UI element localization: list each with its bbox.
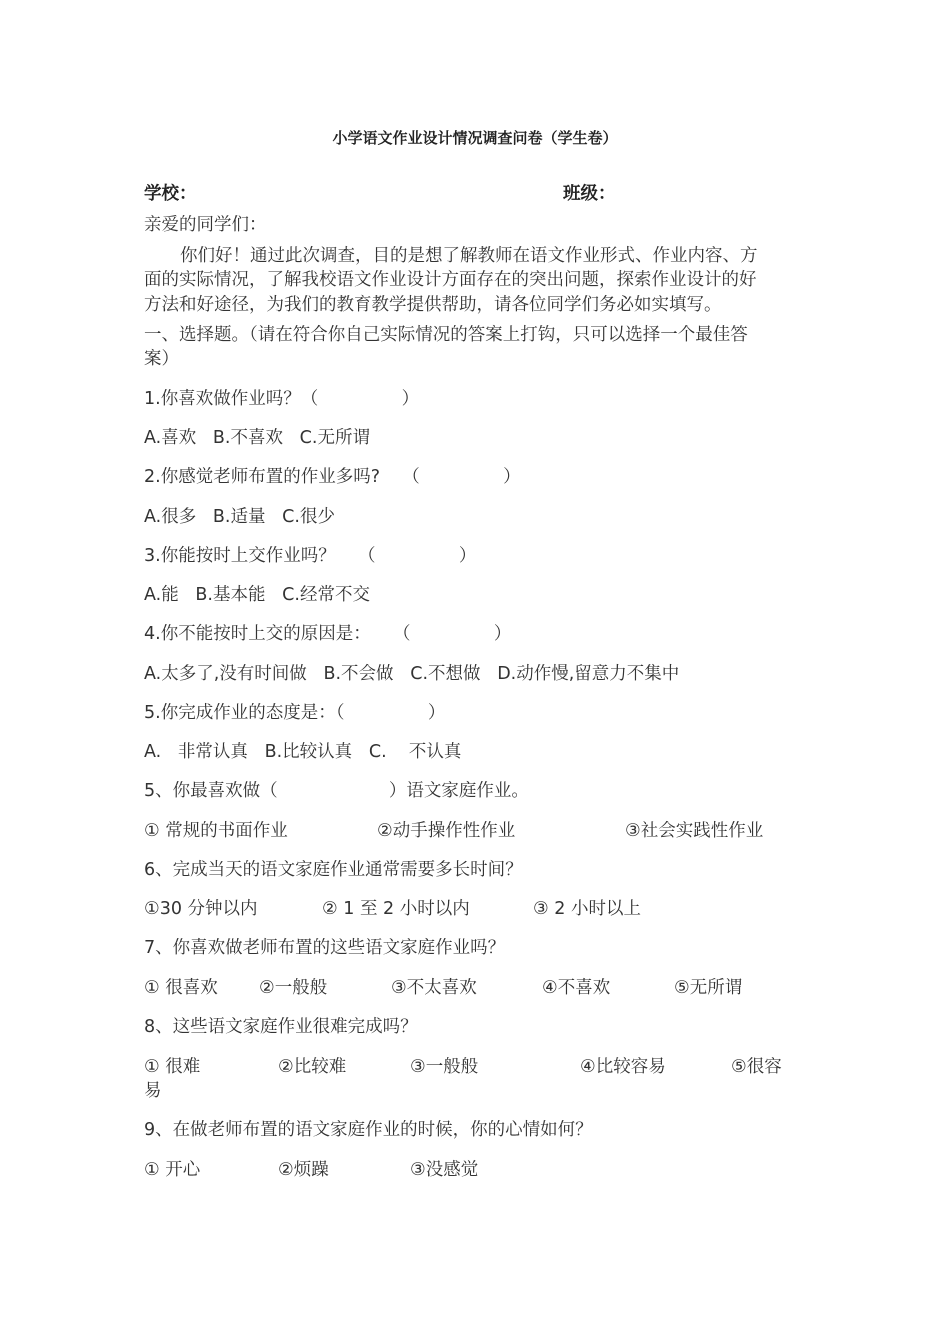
question-1: 1.你喜欢做作业吗？（ ） <box>144 389 420 409</box>
class-label: 班级： <box>563 184 616 204</box>
option: ⑤无所谓 <box>674 978 743 998</box>
page-title: 小学语文作业设计情况调查问卷（学生卷） <box>332 129 618 147</box>
question-8: 8、这些语文家庭作业很难完成吗？ <box>144 1017 418 1037</box>
question-9: 9、在做老师布置的语文家庭作业的时候，你的心情如何？ <box>144 1120 593 1140</box>
intro-line: 面的实际情况，了解我校语文作业设计方面存在的突出问题，探索作业设计的好 <box>144 270 757 290</box>
option: ① 开心 <box>144 1160 201 1180</box>
option: ① 很难 <box>144 1057 201 1077</box>
option: ⑤很容 <box>731 1057 782 1077</box>
option: ②烦躁 <box>278 1160 329 1180</box>
intro-line: 方法和好途径，为我们的教育教学提供帮助，请各位同学们务必如实填写。 <box>144 295 722 315</box>
question-2-options: A.很多 B.适量 C.很少 <box>144 507 335 527</box>
intro-line: 你们好！通过此次调查，目的是想了解教师在语文作业形式、作业内容、方 <box>180 246 758 266</box>
option: ③没感觉 <box>410 1160 479 1180</box>
option: ④不喜欢 <box>542 978 611 998</box>
section-heading-cont: 案） <box>144 349 179 369</box>
option: ④比较容易 <box>580 1057 666 1077</box>
option: ②一般般 <box>259 978 328 998</box>
option-wrap: 易 <box>144 1081 162 1101</box>
option: ②比较难 <box>278 1057 347 1077</box>
option: ③一般般 <box>410 1057 479 1077</box>
question-3: 3.你能按时上交作业吗？ （ ） <box>144 546 477 566</box>
question-3-options: A.能 B.基本能 C.经常不交 <box>144 585 370 605</box>
school-label: 学校： <box>144 184 197 204</box>
section-heading: 一、选择题。（请在符合你自己实际情况的答案上打钩，只可以选择一个最佳答 <box>144 325 748 345</box>
option: ① 常规的书面作业 <box>144 821 288 841</box>
option: ①30 分钟以内 <box>144 899 258 919</box>
question-4: 4.你不能按时上交的原因是： （ ） <box>144 624 512 644</box>
option: ③社会实践性作业 <box>625 821 764 841</box>
option: ① 很喜欢 <box>144 978 218 998</box>
question-1-options: A.喜欢 B.不喜欢 C.无所谓 <box>144 428 370 448</box>
option: ② 1 至 2 小时以内 <box>322 899 470 919</box>
question-5: 5.你完成作业的态度是：（ ） <box>144 703 446 723</box>
option: ②动手操作性作业 <box>377 821 516 841</box>
greeting: 亲爱的同学们： <box>144 215 267 235</box>
question-5-options: A. 非常认真 B.比较认真 C. 不认真 <box>144 742 462 762</box>
option: ③ 2 小时以上 <box>533 899 641 919</box>
question-2: 2.你感觉老师布置的作业多吗? （ ） <box>144 467 521 487</box>
question-6: 6、完成当天的语文家庭作业通常需要多长时间？ <box>144 860 523 880</box>
question-4-options: A.太多了,没有时间做 B.不会做 C.不想做 D.动作慢,留意力不集中 <box>144 664 680 684</box>
option: ③不太喜欢 <box>391 978 477 998</box>
question-5b: 5、你最喜欢做（ ）语文家庭作业。 <box>144 781 529 801</box>
question-7: 7、你喜欢做老师布置的这些语文家庭作业吗？ <box>144 938 506 958</box>
